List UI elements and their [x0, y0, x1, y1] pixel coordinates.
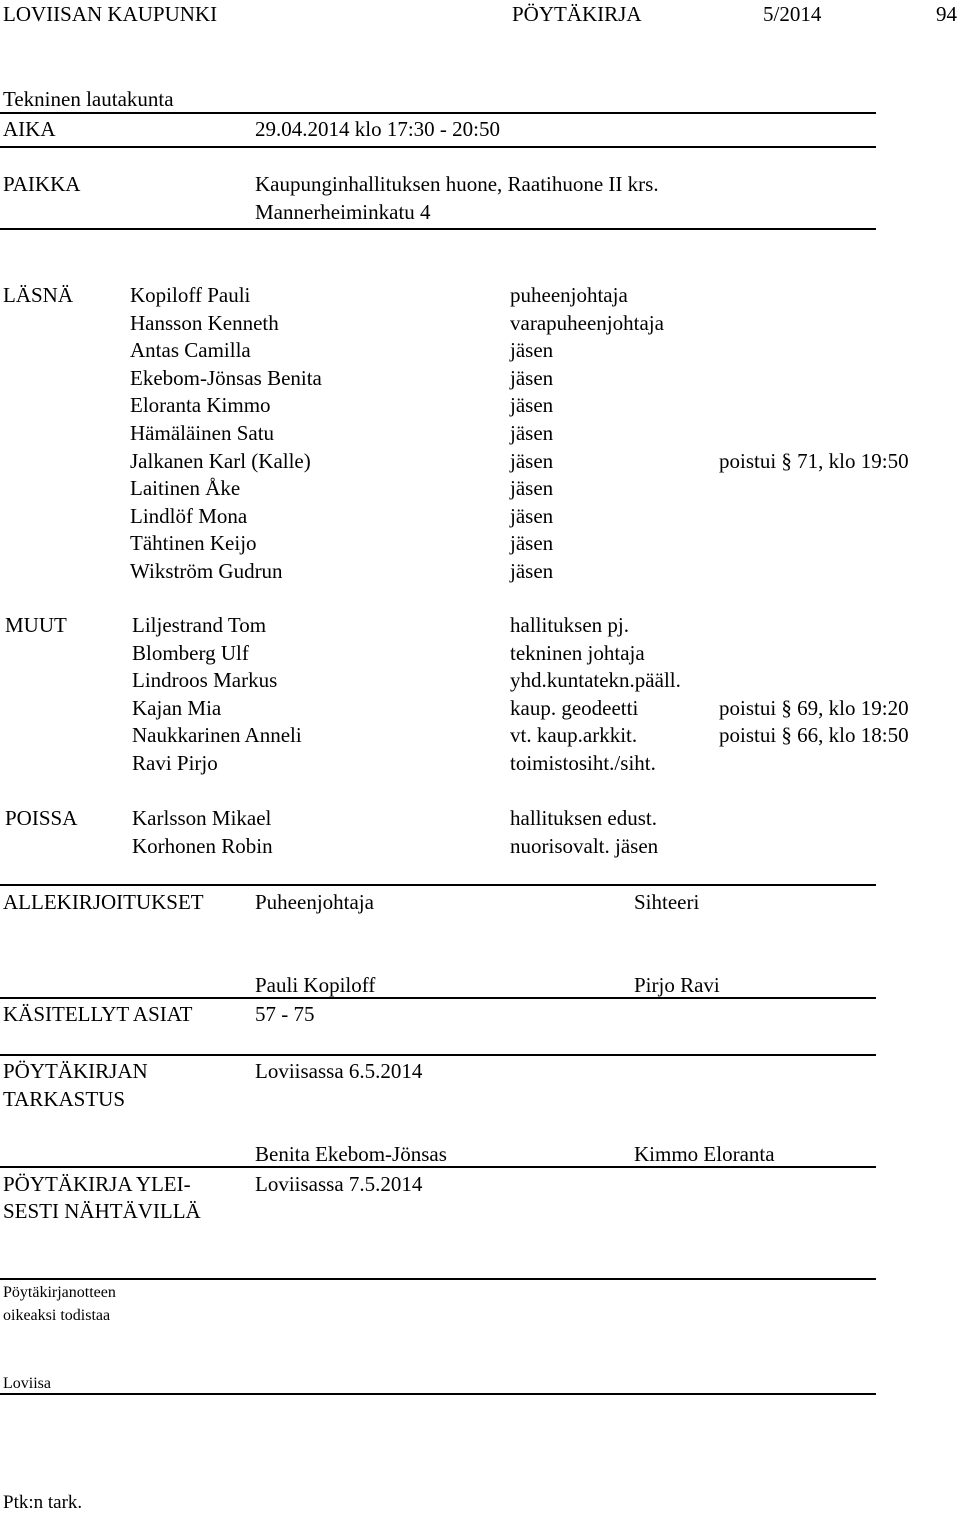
signatures-label: ALLEKIRJOITUKSET [3, 890, 204, 914]
place-label: PAIKKA [3, 172, 81, 196]
member-role: yhd.kuntatekn.pääll. [510, 668, 681, 693]
divider [0, 1166, 876, 1168]
member-role: jäsen [510, 393, 554, 418]
member-name: Karlsson Mikael [132, 806, 272, 830]
member-role: jäsen [510, 476, 554, 501]
reviewer-2: Kimmo Eloranta [634, 1142, 775, 1166]
member-name: Kajan Mia [132, 695, 222, 720]
doc-number: 5/2014 [763, 2, 822, 26]
member-name: Wikström Gudrun [130, 559, 283, 583]
member-role: toimistosiht./siht. [510, 751, 656, 775]
member-name: Lindroos Markus [132, 668, 278, 693]
public-label-line2: SESTI NÄHTÄVILLÄ [3, 1199, 201, 1223]
member-name: Liljestrand Tom [132, 613, 267, 637]
divider [0, 1393, 876, 1395]
org-name: LOVIISAN KAUPUNKI [3, 2, 218, 26]
member-note: poistui § 66, klo 18:50 [719, 723, 909, 748]
member-role: vt. kaup.arkkit. [510, 723, 638, 748]
member-name: Korhonen Robin [132, 833, 273, 858]
member-role: puheenjohtaja [510, 283, 628, 307]
divider [0, 228, 876, 230]
member-name: Ekebom-Jönsas Benita [130, 365, 322, 390]
member-role: varapuheenjohtaja [510, 310, 664, 335]
time-label: AIKA [3, 117, 56, 141]
items-value: 57 - 75 [255, 1002, 315, 1026]
member-name: Eloranta Kimmo [130, 393, 271, 418]
time-value: 29.04.2014 klo 17:30 - 20:50 [255, 117, 500, 141]
member-role: hallituksen pj. [510, 613, 629, 637]
member-role: tekninen johtaja [510, 640, 645, 665]
others-label: MUUT [5, 613, 67, 637]
items-label: KÄSITELLYT ASIAT [3, 1002, 193, 1026]
doc-type: PÖYTÄKIRJA [512, 2, 642, 26]
divider [0, 1054, 876, 1056]
secretary-name: Pirjo Ravi [634, 973, 720, 997]
absent-label: POISSA [5, 806, 78, 830]
chair-title: Puheenjohtaja [255, 890, 374, 914]
public-label-line1: PÖYTÄKIRJA YLEI- [3, 1172, 191, 1196]
member-name: Ravi Pirjo [132, 751, 218, 775]
divider [0, 112, 876, 114]
place-line2: Mannerheiminkatu 4 [255, 200, 431, 224]
member-role: jäsen [510, 448, 554, 473]
divider [0, 146, 876, 148]
member-role: nuorisovalt. jäsen [510, 833, 659, 858]
member-name: Kopiloff Pauli [130, 283, 251, 307]
certification-line2: oikeaksi todistaa [3, 1307, 111, 1324]
member-note: poistui § 69, klo 19:20 [719, 695, 909, 720]
chair-name: Pauli Kopiloff [255, 973, 376, 997]
member-name: Jalkanen Karl (Kalle) [130, 448, 311, 473]
member-name: Laitinen Åke [130, 476, 241, 501]
member-name: Antas Camilla [130, 338, 251, 363]
present-label: LÄSNÄ [3, 283, 74, 307]
member-role: hallituksen edust. [510, 806, 657, 830]
divider [0, 884, 876, 886]
member-name: Lindlöf Mona [130, 503, 248, 528]
member-name: Tähtinen Keijo [130, 531, 257, 556]
member-note: poistui § 71, klo 19:50 [719, 448, 909, 473]
divider [0, 997, 876, 999]
member-role: jäsen [510, 559, 554, 583]
place-line1: Kaupunginhallituksen huone, Raatihuone II krs. [255, 172, 659, 196]
review-label-line2: TARKASTUS [3, 1087, 126, 1111]
divider [0, 1278, 876, 1280]
member-name: Naukkarinen Anneli [132, 723, 302, 748]
review-place-date: Loviisassa 6.5.2014 [255, 1059, 423, 1083]
page-number: 94 [936, 2, 957, 26]
member-role: jäsen [510, 365, 554, 390]
member-name: Hämäläinen Satu [130, 421, 275, 445]
committee-name: Tekninen lautakunta [3, 87, 174, 111]
secretary-title: Sihteeri [634, 890, 700, 914]
reviewer-1: Benita Ekebom-Jönsas [255, 1142, 447, 1166]
member-role: jäsen [510, 338, 554, 363]
member-role: jäsen [510, 531, 554, 556]
member-role: jäsen [510, 503, 554, 528]
member-role: jäsen [510, 421, 554, 445]
certification-line1: Pöytäkirjanotteen [3, 1284, 116, 1301]
public-place-date: Loviisassa 7.5.2014 [255, 1172, 423, 1196]
member-name: Blomberg Ulf [132, 640, 249, 665]
certification-place: Loviisa [3, 1375, 51, 1392]
member-role: kaup. geodeetti [510, 695, 639, 720]
member-name: Hansson Kenneth [130, 310, 279, 335]
footer-note: Ptk:n tark. [3, 1492, 83, 1513]
review-label-line1: PÖYTÄKIRJAN [3, 1059, 148, 1083]
